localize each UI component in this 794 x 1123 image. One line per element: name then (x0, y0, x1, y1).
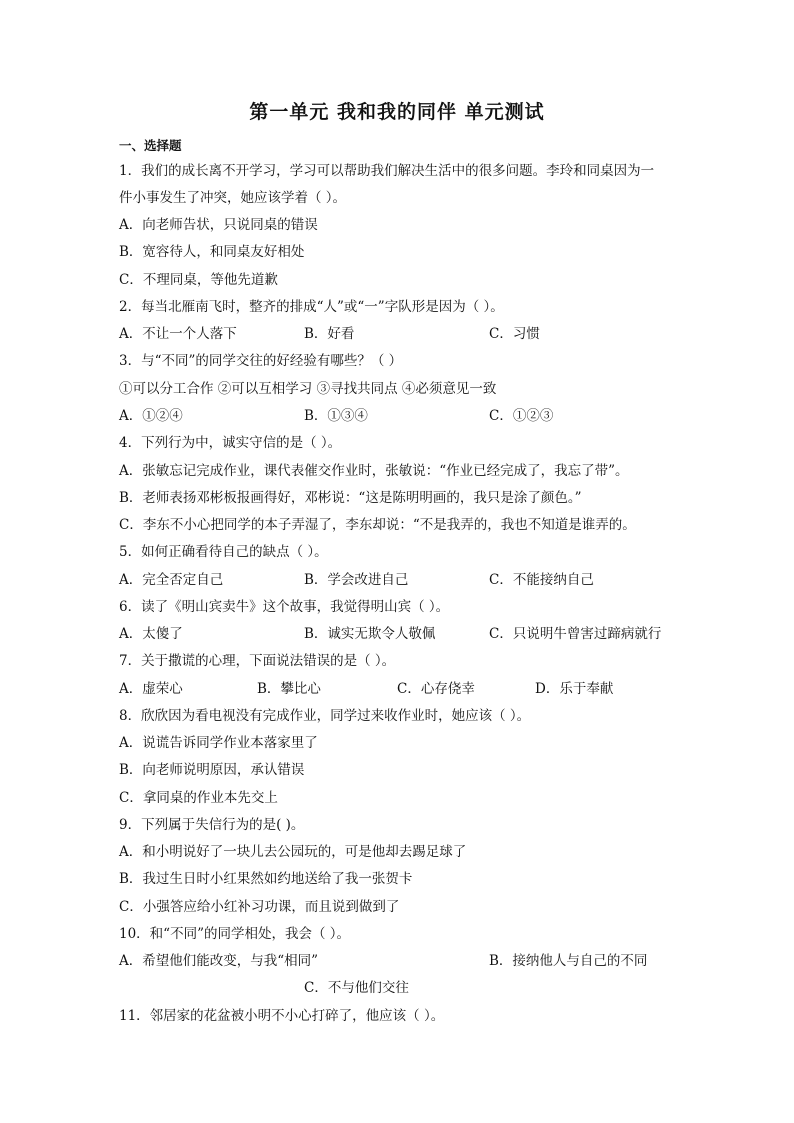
question-6-option-a: A．太傻了 (119, 626, 183, 642)
section-heading: 一、选择题 (119, 138, 182, 153)
question-1-option-c: C．不理同桌，等他先道歉 (119, 272, 278, 288)
question-6-option-c: C．只说明牛曾害过蹄病就行 (489, 626, 662, 642)
question-2-option-a: A．不让一个人落下 (119, 326, 237, 342)
question-7-option-c: C．心存侥幸 (397, 681, 475, 697)
question-9-option-a: A．和小明说好了一块儿去公园玩的，可是他却去踢足球了 (119, 844, 467, 860)
question-11-stem: 11．邻居家的花盆被小明不小心打碎了，他应该（ ）。 (119, 1008, 445, 1024)
question-3-option-c: C．①②③ (489, 408, 554, 424)
question-4-option-b: B．老师表扬邓彬板报画得好，邓彬说：“这是陈明明画的，我只是涂了颜色。” (119, 490, 582, 506)
question-6-option-b: B．诚实无欺令人敬佩 (304, 626, 436, 642)
question-5-option-b: B．学会改进自己 (304, 572, 409, 588)
question-1-line-2: 件小事发生了冲突，她应该学着（ ）。 (119, 190, 347, 206)
question-5-stem: 5．如何正确看待自己的缺点（ ）。 (119, 544, 328, 560)
question-3-stem: 3．与“不同”的同学交往的好经验有哪些？（ ） (119, 353, 403, 369)
question-1-line-1: 1．我们的成长离不开学习，学习可以帮助我们解决生活中的很多问题。李玲和同桌因为一 (119, 163, 655, 179)
question-2-option-b: B．好看 (304, 326, 355, 342)
question-7-option-d: D．乐于奉献 (535, 681, 614, 697)
question-7-option-a: A．虚荣心 (119, 681, 183, 697)
question-7-stem: 7．关于撒谎的心理，下面说法错误的是（ ）。 (119, 653, 396, 669)
question-8-option-c: C．拿同桌的作业本先交上 (119, 790, 278, 806)
question-3-option-a: A．①②④ (119, 408, 183, 424)
question-6-stem: 6．读了《明山宾卖牛》这个故事，我觉得明山宾（ ）。 (119, 599, 450, 615)
page-title: 第一单元 我和我的同伴 单元测试 (249, 101, 545, 123)
question-10-option-a: A．希望他们能改变，与我“相同” (119, 953, 319, 969)
question-2-option-c: C．习惯 (489, 326, 540, 342)
question-10-stem: 10．和“不同”的同学相处，我会（ ）。 (119, 926, 351, 942)
question-8-stem: 8．欣欣因为看电视没有完成作业，同学过来收作业时，她应该（ ）。 (119, 708, 531, 724)
question-4-option-c: C．李东不小心把同学的本子弄湿了，李东却说：“不是我弄的，我也不知道是谁弄的。 (119, 517, 636, 533)
question-9-option-b: B．我过生日时小红果然如约地送给了我一张贺卡 (119, 871, 413, 887)
question-4-stem: 4．下列行为中，诚实守信的是（ ）。 (119, 435, 342, 451)
question-3-items: ①可以分工合作 ②可以互相学习 ③寻找共同点 ④必须意见一致 (119, 381, 497, 397)
question-9-option-c: C．小强答应给小红补习功课，而且说到做到了 (119, 899, 400, 915)
question-10-option-b: B．接纳他人与自己的不同 (489, 953, 648, 969)
question-7-option-b: B．攀比心 (257, 681, 321, 697)
question-5-option-c: C．不能接纳自己 (489, 572, 594, 588)
question-3-option-b: B．①③④ (304, 408, 368, 424)
question-9-stem: 9．下列属于失信行为的是( )。 (119, 817, 305, 833)
question-2-stem: 2．每当北雁南飞时，整齐的排成“人”或“一”字队形是因为（ ）。 (119, 299, 504, 315)
question-5-option-a: A．完全否定自己 (119, 572, 224, 588)
question-1-option-a: A．向老师告状，只说同桌的错误 (119, 217, 318, 233)
question-8-option-b: B．向老师说明原因，承认错误 (119, 762, 305, 778)
question-10-option-c: C．不与他们交往 (304, 980, 409, 996)
question-8-option-a: A．说谎告诉同学作业本落家里了 (119, 735, 318, 751)
question-4-option-a: A．张敏忘记完成作业，课代表催交作业时，张敏说：“作业已经完成了，我忘了带”。 (119, 463, 629, 479)
question-1-option-b: B．宽容待人，和同桌友好相处 (119, 244, 305, 260)
